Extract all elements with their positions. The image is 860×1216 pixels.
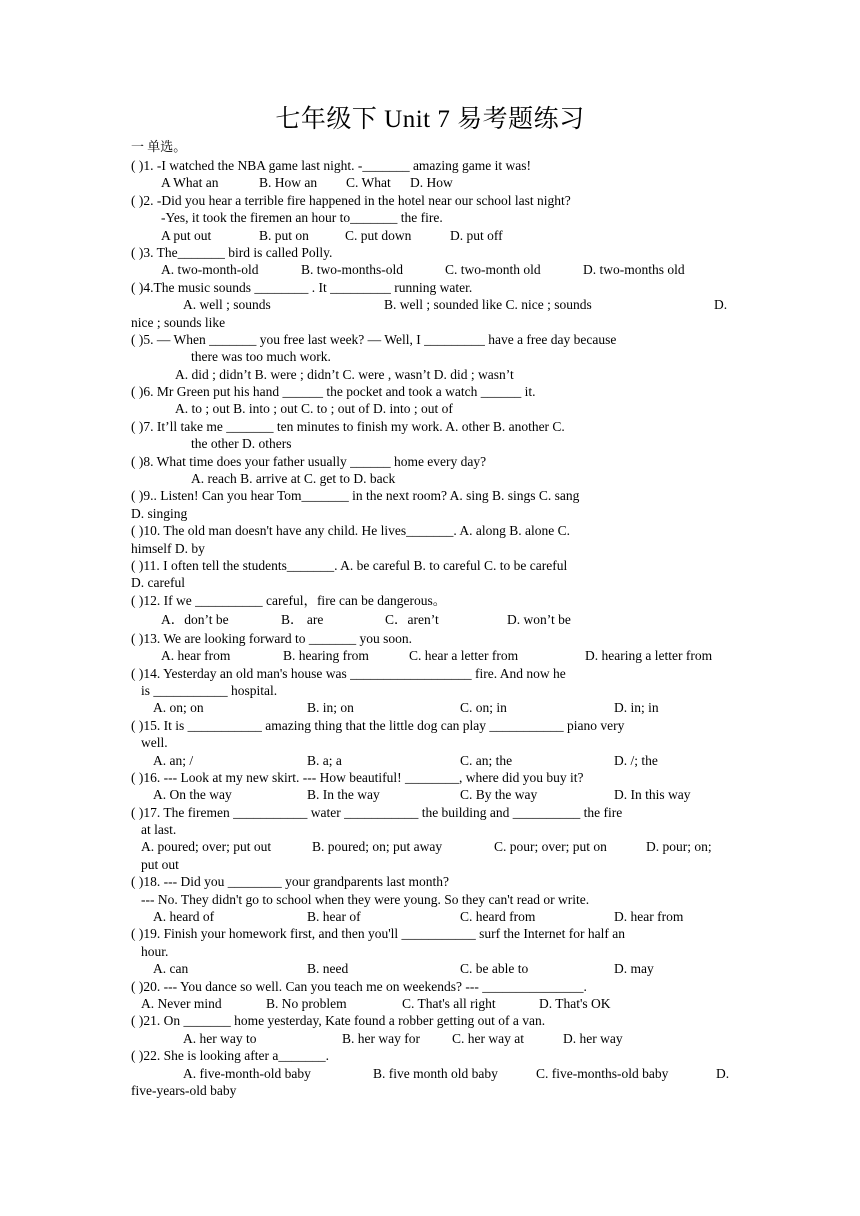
option-d-text: D. careful xyxy=(131,575,185,591)
question-stem: ( )3. The_______ bird is called Polly. xyxy=(131,244,333,260)
option-a: A. well ; sounds xyxy=(183,297,271,313)
option-c: C. hear a letter from xyxy=(409,648,519,664)
question-stem: ( )10. The old man doesn't have any child. He lives_______. A. along B. alone C. xyxy=(131,523,570,539)
question-stem: ( )2. -Did you hear a terrible fire happened in the hotel near our school last night? xyxy=(131,192,571,208)
question-stem: ( )4.The music sounds ________ . It _________ running water. xyxy=(131,279,473,295)
question-stem: ( )6. Mr Green put his hand ______ the pocket and took a watch ______ it. xyxy=(131,384,536,400)
option-c: C. That's all right xyxy=(402,995,496,1011)
options-row xyxy=(131,995,730,1012)
options-row xyxy=(131,960,730,977)
option-d: D. In this way xyxy=(614,787,691,803)
section-heading: 一 单选。 xyxy=(131,139,187,154)
option-c: C. be able to xyxy=(460,961,529,977)
option-b: B. How an xyxy=(259,175,318,191)
option-a: A What an xyxy=(161,175,219,191)
options-row xyxy=(131,174,730,191)
question-text: there was too much work. xyxy=(191,349,331,365)
options-row xyxy=(131,1065,730,1082)
question-stem: ( )9.. Listen! Can you hear Tom_______ in the next room? A. sing B. sings C. sang xyxy=(131,488,580,504)
option-d: D. won’t be xyxy=(507,611,571,627)
question-stem: ( )12. If we __________ careful，fire can be dangerous。 xyxy=(131,592,447,608)
option-c: C. heard from xyxy=(460,909,536,925)
option-b: B. hear of xyxy=(307,909,361,925)
option-a: A. On the way xyxy=(153,787,232,803)
option-d: D. /; the xyxy=(614,752,658,768)
question-stem: ( )14. Yesterday an old man's house was __________________ fire. And now he xyxy=(131,665,566,681)
option-c: C．aren’t xyxy=(385,611,439,627)
option-d-text: nice ; sounds like xyxy=(131,314,226,330)
question-stem: ( )18. --- Did you ________ your grandparents last month? xyxy=(131,874,449,890)
option-c: C. two-month old xyxy=(445,262,541,278)
question-text: hour. xyxy=(141,943,169,959)
question-stem: ( )21. On _______ home yesterday, Kate found a robber getting out of a van. xyxy=(131,1013,546,1029)
options-row xyxy=(131,699,730,716)
question-stem: ( )20. --- You dance so well. Can you teach me on weekends? --- _______________. xyxy=(131,978,587,994)
option-c: C. on; in xyxy=(460,700,507,716)
option-a: A. two-month-old xyxy=(161,262,259,278)
options-row xyxy=(131,611,730,630)
option-d: D. in; in xyxy=(614,700,659,716)
options-row xyxy=(131,1030,730,1047)
question-stem: ( )11. I often tell the students_______. A. be careful B. to careful C. to be careful xyxy=(131,557,568,573)
option-d-label: D. xyxy=(714,297,728,313)
option-d: D. How xyxy=(410,175,453,191)
question-stem: ( )8. What time does your father usually ______ home every day? xyxy=(131,453,487,469)
option-d: D. hear from xyxy=(614,909,684,925)
options-row: A. reach B. arrive at C. get to D. back xyxy=(191,471,396,487)
options-row xyxy=(131,227,730,244)
question-text: is ___________ hospital. xyxy=(141,682,278,698)
options-row xyxy=(131,296,730,313)
option-d: D. her way xyxy=(563,1030,623,1046)
options-row xyxy=(131,647,730,664)
option-a: A. five-month-old baby xyxy=(183,1065,311,1081)
option-b: B. put on xyxy=(259,227,309,243)
question-text: -Yes, it took the firemen an hour to_______ the fire. xyxy=(161,210,443,226)
option-d: D. may xyxy=(614,961,654,977)
options-row: himself D. by xyxy=(131,540,205,556)
option-bc: B. well ; sounded like C. nice ; sounds xyxy=(384,297,592,313)
option-b: B. No problem xyxy=(266,995,347,1011)
option-c: C. her way at xyxy=(452,1030,524,1046)
question-text: at last. xyxy=(141,822,177,838)
option-a: A. on; on xyxy=(153,700,204,716)
question-stem: ( )7. It’ll take me _______ ten minutes to finish my work. A. other B. another C. xyxy=(131,418,565,434)
question-stem: ( )16. --- Look at my new skirt. --- How beautiful! ________, where did you buy it? xyxy=(131,769,584,785)
question-stem: ( )19. Finish your homework first, and then you'll ___________ surf the Internet for half an xyxy=(131,926,625,942)
option-d: D. pour; on; xyxy=(646,839,712,855)
option-a: A. her way to xyxy=(183,1030,257,1046)
option-b: B. her way for xyxy=(342,1030,420,1046)
option-d: D. put off xyxy=(450,227,503,243)
option-b: B． are xyxy=(281,611,324,627)
option-b: B. five month old baby xyxy=(373,1065,498,1081)
options-row xyxy=(131,752,730,769)
question-stem: ( )22. She is looking after a_______. xyxy=(131,1048,329,1064)
option-c: C. By the way xyxy=(460,787,538,803)
option-a: A. poured; over; put out xyxy=(141,839,272,855)
question-text: well. xyxy=(141,735,168,751)
options-row xyxy=(131,838,730,855)
option-c: C. put down xyxy=(345,227,412,243)
page-title: 七年级下 Unit 7 易考题练习 xyxy=(275,106,585,133)
option-d: D. two-months old xyxy=(583,262,685,278)
option-c: C. What xyxy=(346,175,391,191)
option-d: D. That's OK xyxy=(539,995,611,1011)
options-row: A. to ; out B. into ; out C. to ; out of D. into ; out of xyxy=(175,401,453,417)
option-a: A. can xyxy=(153,961,189,977)
question-stem: ( )1. -I watched the NBA game last night. -_______ amazing game it was! xyxy=(131,158,532,173)
options-row xyxy=(131,786,730,803)
options-row: the other D. others xyxy=(191,436,292,452)
option-b: B. poured; on; put away xyxy=(312,839,443,855)
question-stem: ( )13. We are looking forward to _______ you soon. xyxy=(131,630,412,646)
option-c: C. an; the xyxy=(460,752,513,768)
option-a: A. hear from xyxy=(161,648,231,664)
question-text: --- No. They didn't go to school when they were young. So they can't read or write. xyxy=(141,891,590,907)
option-d-text: D. singing xyxy=(131,505,188,521)
option-d-text: put out xyxy=(141,856,179,872)
option-b: B. In the way xyxy=(307,787,380,803)
option-c: C. pour; over; put on xyxy=(494,839,607,855)
option-c: C. five-months-old baby xyxy=(536,1065,669,1081)
option-b: B. hearing from xyxy=(283,648,369,664)
options-row: A. did ; didn’t B. were ; didn’t C. were , wasn’t D. did ; wasn’t xyxy=(175,366,514,382)
option-a: A. Never mind xyxy=(141,995,222,1011)
question-stem: ( )17. The firemen ___________ water ___________ the building and __________ the fire xyxy=(131,804,623,820)
option-d-text: five-years-old baby xyxy=(131,1082,237,1098)
option-b: B. a; a xyxy=(307,752,342,768)
options-row xyxy=(131,908,730,925)
question-stem: ( )5. — When _______ you free last week? — Well, I _________ have a free day because xyxy=(131,331,617,347)
option-b: B. two-months-old xyxy=(301,262,404,278)
option-a: A．don’t be xyxy=(161,611,229,627)
option-a: A. an; / xyxy=(153,752,194,768)
option-b: B. in; on xyxy=(307,700,354,716)
question-list xyxy=(131,157,730,1099)
option-a: A put out xyxy=(161,227,212,243)
option-b: B. need xyxy=(307,961,349,977)
option-d: D. hearing a letter from xyxy=(585,648,713,664)
option-d-label: D. xyxy=(716,1065,730,1081)
option-a: A. heard of xyxy=(153,909,215,925)
question-stem: ( )15. It is ___________ amazing thing that the little dog can play ___________ piano very xyxy=(131,717,625,733)
options-row xyxy=(131,261,730,278)
